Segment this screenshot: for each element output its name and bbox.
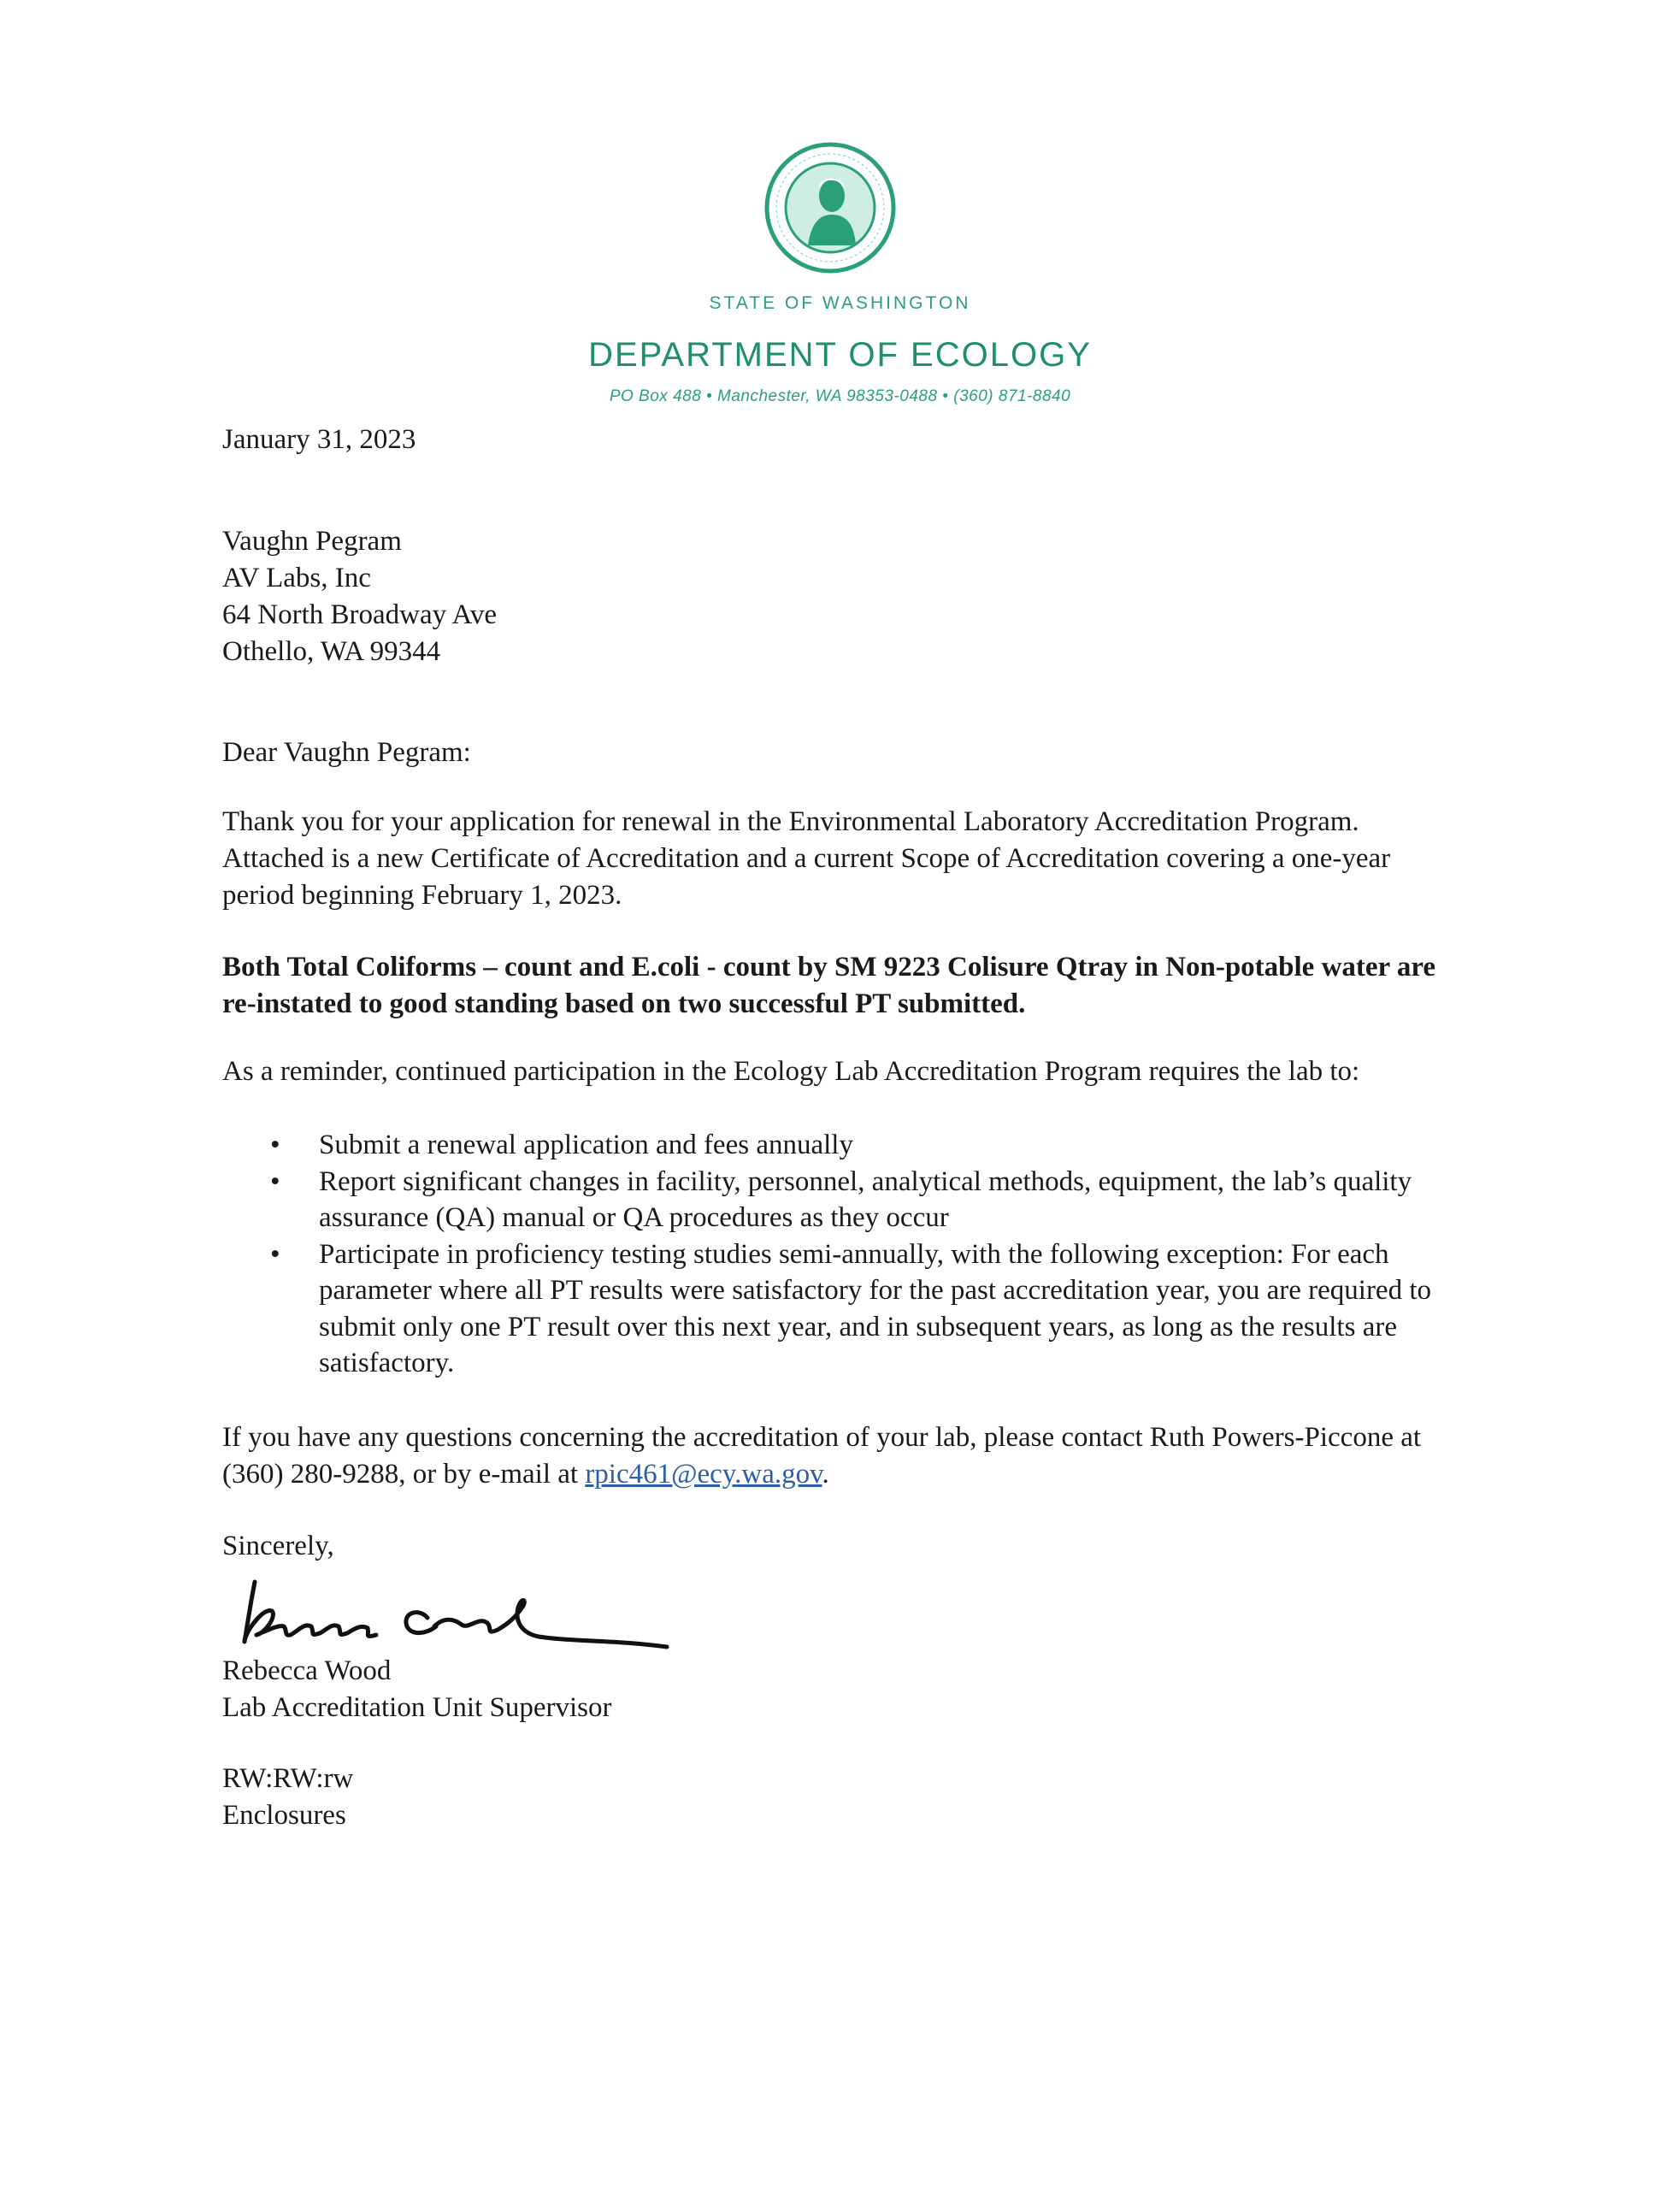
- recipient-address: [222, 523, 497, 670]
- signer-title: Lab Accreditation Unit Supervisor: [222, 1692, 612, 1723]
- email-link[interactable]: rpic461@ecy.wa.gov: [585, 1459, 822, 1490]
- recipient-city: Othello, WA 99344: [222, 636, 441, 667]
- reference-block: [222, 1761, 353, 1834]
- letterhead: [0, 0, 1680, 410]
- paragraph-contact: [222, 1419, 1462, 1493]
- signer-name: Rebecca Wood: [222, 1655, 392, 1686]
- handwritten-signature: [231, 1573, 675, 1650]
- recipient-company: AV Labs, Inc: [222, 563, 371, 593]
- contact-text: If you have any questions concerning the accreditation of your lab, please contact Ruth Powers-Piccone at (360) 280-9288, or by e-mail at: [222, 1422, 1422, 1490]
- salutation: Dear Vaughn Pegram:: [222, 737, 471, 768]
- list-item: • Report significant changes in facility, personnel, analytical methods, equipment, the lab’s quality assurance (QA) manual or QA procedures as they occur: [222, 1164, 1462, 1236]
- letterhead-department: DEPARTMENT OF ECOLOGY: [588, 336, 1092, 374]
- contact-end: .: [822, 1459, 829, 1490]
- reference-initials: RW:RW:rw: [222, 1763, 354, 1794]
- paragraph-reinstatement: Both Total Coliforms – count and E.coli - count by SM 9223 Colisure Qtray in Non-potable water are re-instated to good standing based on two successful PT submitted.: [222, 952, 1436, 1019]
- list-item: • Submit a renewal application and fees annually: [222, 1127, 1462, 1164]
- letterhead-address: PO Box 488 • Manchester, WA 98353-0488 • (360) 871-8840: [609, 387, 1071, 405]
- list-item: • Participate in proficiency testing studies semi-annually, with the following exception: For each parameter where all PT results were satisfactory for the past accreditation year, you are required to submit only one PT result over this next year, and in subsequent years, as long as the results are satisfactory.: [222, 1236, 1462, 1382]
- recipient-street: 64 North Broadway Ave: [222, 599, 498, 630]
- requirements-list: [222, 1127, 1462, 1382]
- state-seal-icon: [763, 141, 897, 274]
- letter-date: January 31, 2023: [222, 424, 416, 455]
- paragraph-renewal: Thank you for your application for renewal in the Environmental Laboratory Accreditation Program. Attached is a new Certificate of Accreditation and a current Scope of Accreditation covering a one-year period beginning February 1, 2023.: [222, 806, 1391, 911]
- recipient-name: Vaughn Pegram: [222, 526, 402, 557]
- paragraph-reminder: As a reminder, continued participation in the Ecology Lab Accreditation Program requires the lab to:: [222, 1056, 1360, 1087]
- enclosures-label: Enclosures: [222, 1800, 346, 1831]
- signer-block: [222, 1653, 611, 1726]
- closing: Sincerely,: [222, 1531, 334, 1561]
- letterhead-state: STATE OF WASHINGTON: [709, 293, 971, 313]
